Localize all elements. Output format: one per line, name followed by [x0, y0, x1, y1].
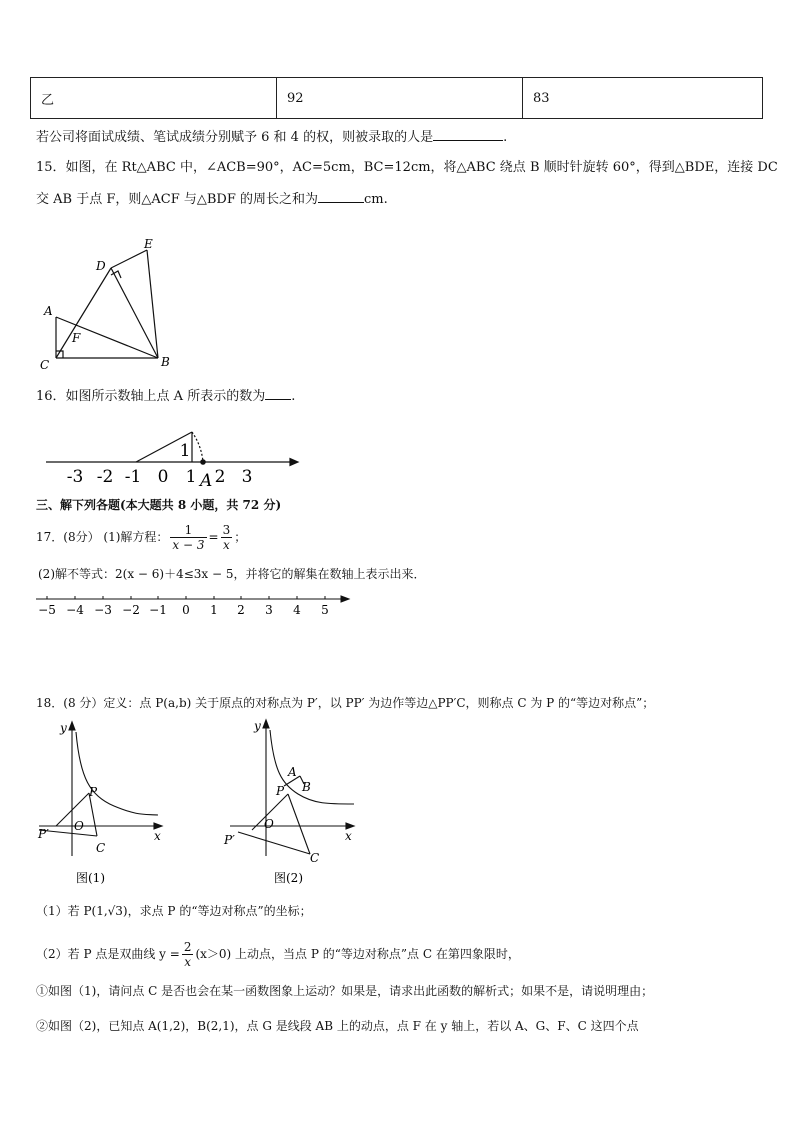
- label-o: O: [74, 819, 84, 833]
- label-p: P: [89, 785, 98, 799]
- q18-sub1: ①如图（1)，请问点 C 是否也会在某一函数图象上运动？如果是，请求出此函数的解析式；如果不是，请说明理由；: [36, 984, 654, 998]
- q18-intro: 18．(8 分）定义：点 P(a,b) 关于原点的对称点为 P′，以 PP′ 为边作等边△PP′C，则称点 C 为 P 的“等边对称点”；: [36, 696, 655, 710]
- q18-part2: [36, 934, 520, 974]
- q17-number-line: [34, 590, 354, 620]
- table-cell-written: 83: [523, 78, 763, 119]
- q17-frac-right: [221, 523, 233, 552]
- label-x: x: [345, 829, 352, 843]
- q16-number-line: [40, 420, 305, 490]
- tick-label: 4: [293, 603, 301, 617]
- frac-den: x − 3: [172, 537, 205, 552]
- edge-db: [111, 268, 158, 358]
- q18-part2-frac: [182, 940, 194, 969]
- y-arrow: [69, 722, 75, 730]
- q15-line1: 15．如图，在 Rt△ABC 中，∠ACB=90°，AC=5cm，BC=12cm，将△ABC 绕点 B 顺时针旋转 60°，得到△BDE，连接 DC: [36, 160, 778, 175]
- q16-text: 16．如图所示数轴上点 A 所表示的数为: [36, 389, 266, 404]
- table-cell-interview: 92: [277, 78, 523, 119]
- label-x: x: [154, 829, 161, 843]
- tick-label: 1: [210, 603, 218, 617]
- tick-label: 3: [241, 467, 253, 487]
- q18-figure-2: [218, 716, 363, 888]
- score-table: [30, 77, 763, 119]
- q18-sub2: ②如图（2)，已知点 A(1,2)，B(2,1)，点 G 是线段 AB 上的动点，点 F 在 y 轴上，若以 A、G、F、C 这四个点: [36, 1019, 639, 1033]
- q15-triangle-figure: [30, 232, 190, 377]
- tick-label: 5: [321, 603, 329, 617]
- label-b: B: [302, 780, 311, 794]
- q17-prefix: 17．(8分） (1)解方程：: [36, 530, 169, 544]
- section-title: 三、解下列各题(本大题共 8 小题，共 72 分): [36, 498, 282, 512]
- frac-num: 3: [222, 522, 231, 537]
- label-d: D: [96, 259, 106, 273]
- tick-label: −4: [66, 603, 84, 617]
- q14-answer-blank: [433, 128, 503, 141]
- fig-caption: 图(2): [274, 871, 303, 885]
- label-p-prime: P′: [38, 827, 49, 841]
- tick-label: −3: [94, 603, 112, 617]
- label-a: A: [44, 304, 53, 318]
- q18-part2-prefix: （2）若 P 点是双曲线 y =: [36, 947, 180, 961]
- q15-unit: cm.: [363, 192, 388, 207]
- segment-pc: [89, 793, 97, 836]
- label-b: B: [161, 355, 170, 369]
- q14-line: [36, 128, 507, 147]
- tick-label: -2: [96, 467, 114, 487]
- edge-de: [111, 250, 147, 268]
- frac-num: 2: [183, 939, 192, 954]
- segment-pc2: [238, 832, 310, 854]
- table-row: [31, 78, 763, 119]
- q17-line2: (2)解不等式：2(x − 6)＋4≤3x − 5，并将它的解集在数轴上表示出来．: [38, 567, 426, 581]
- q15-answer-blank: [318, 190, 364, 203]
- tick-label: −5: [38, 603, 56, 617]
- tick-label: −2: [122, 603, 140, 617]
- q14-text: 若公司将面试成绩、笔试成绩分别赋予 6 和 4 的权，则被录取的人是: [36, 130, 434, 145]
- edge-eb: [147, 250, 158, 358]
- point-a: [200, 459, 206, 465]
- tick-label: 3: [265, 603, 273, 617]
- tick-label: 0: [182, 603, 190, 617]
- q17-end: ；: [234, 530, 247, 544]
- q18-part2-suffix: (x＞0) 上动点，当点 P 的“等边对称点”点 C 在第四象限时，: [195, 947, 520, 961]
- label-c: C: [310, 851, 320, 865]
- tick-label: −1: [149, 603, 167, 617]
- q17-frac-left: [170, 523, 206, 552]
- tick-label: 2: [214, 467, 226, 487]
- edge-dc: [56, 268, 111, 358]
- frac-num: 1: [170, 523, 206, 538]
- axis-arrow: [290, 459, 298, 466]
- q17-line1: [36, 518, 246, 556]
- segment-pc: [288, 794, 310, 854]
- label-p: P: [276, 784, 285, 798]
- q16-line: [36, 387, 295, 406]
- axis-arrow: [341, 596, 349, 602]
- q15-line2: [36, 190, 388, 209]
- arc: [192, 432, 203, 462]
- hyperbola: [76, 732, 158, 815]
- q16-end: .: [291, 389, 296, 404]
- label-e: E: [144, 237, 153, 251]
- q18-part1: （1）若 P(1,√3)，求点 P 的“等边对称点”的坐标；: [36, 904, 312, 918]
- equals-sign: =: [208, 530, 219, 544]
- label-f: F: [72, 331, 81, 345]
- tick-label: 2: [237, 603, 245, 617]
- frac-den: x: [222, 537, 230, 552]
- tick-label: 1: [185, 467, 197, 487]
- label-o: O: [264, 817, 274, 831]
- q18-figure-1: [34, 718, 174, 888]
- label-c: C: [96, 841, 106, 855]
- label-p-prime: P′: [224, 833, 235, 847]
- table-cell-name: 乙: [31, 78, 277, 119]
- q14-end: .: [503, 130, 508, 145]
- q16-answer-blank: [265, 387, 291, 400]
- unit-label: 1: [179, 441, 191, 461]
- label-y: y: [254, 719, 261, 733]
- point-a-label: A: [200, 471, 213, 490]
- label-c: C: [40, 358, 50, 372]
- label-a: A: [288, 765, 297, 779]
- tick-label: -1: [124, 467, 142, 487]
- y-arrow: [263, 720, 269, 728]
- tick-label: -3: [66, 467, 84, 487]
- tick-label: 0: [157, 467, 169, 487]
- fig-caption: 图(1): [76, 871, 105, 885]
- frac-den: x: [184, 954, 192, 969]
- q15-text: 交 AB 于点 F，则△ACF 与△BDF 的周长之和为: [36, 192, 318, 207]
- label-y: y: [60, 721, 67, 735]
